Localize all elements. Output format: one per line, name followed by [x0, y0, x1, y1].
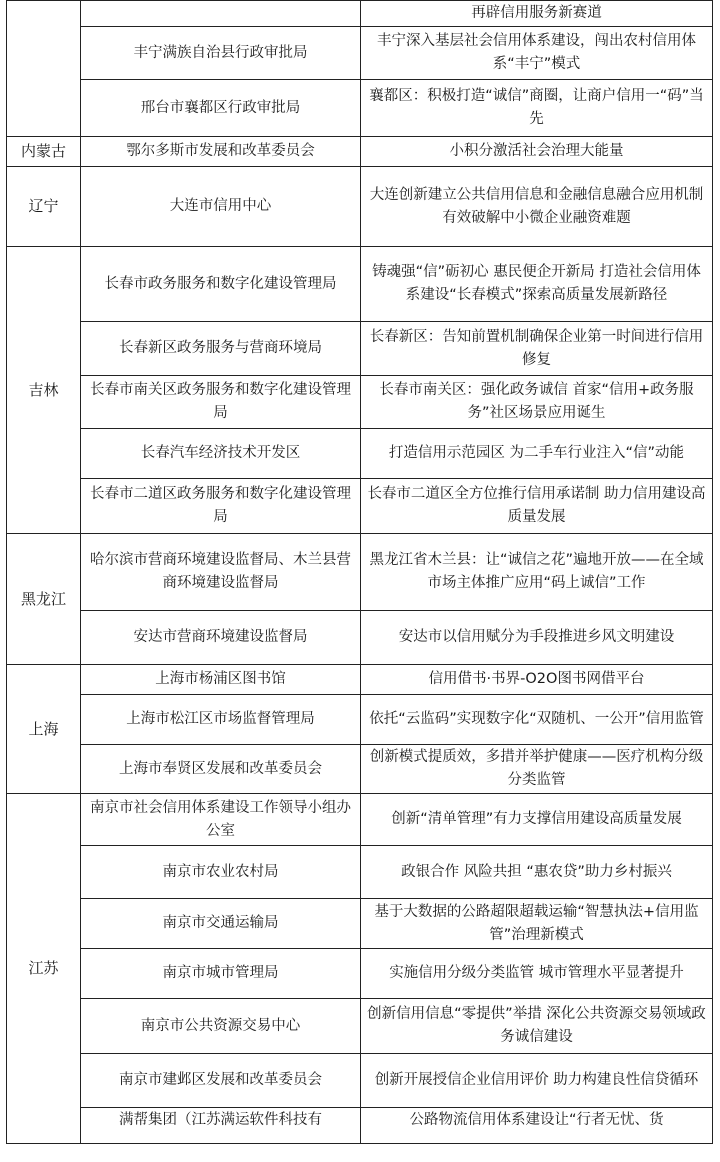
table-row — [7, 794, 713, 846]
province-cell: 吉林 — [7, 247, 81, 534]
province-cell: 黑龙江 — [7, 534, 81, 665]
table-row — [7, 999, 713, 1054]
case-list-table — [6, 0, 713, 1144]
case-title-cell: 依托“云监码”实现数字化“双随机、一公开”信用监管 — [361, 695, 713, 745]
table-row — [7, 376, 713, 429]
table-row — [7, 137, 713, 167]
unit-cell: 上海市松江区市场监督管理局 — [81, 695, 361, 745]
table-row — [7, 846, 713, 899]
case-title-cell: 再辟信用服务新赛道 — [361, 1, 713, 27]
table-body — [7, 1, 713, 1144]
case-title-cell: 政银合作 风险共担 “惠农贷”助力乡村振兴 — [361, 846, 713, 899]
case-title-cell: 创新开展授信企业信用评价 助力构建良性信贷循环 — [361, 1054, 713, 1108]
unit-cell: 南京市城市管理局 — [81, 949, 361, 999]
case-title-cell: 襄都区：积极打造“诚信”商圈，让商户信用一“码”当先 — [361, 80, 713, 137]
unit-cell: 大连市信用中心 — [81, 167, 361, 247]
table-row — [7, 899, 713, 949]
table-row — [7, 429, 713, 479]
unit-cell: 安达市营商环境建设监督局 — [81, 611, 361, 665]
unit-cell: 长春市南关区政务服务和数字化建设管理局 — [81, 376, 361, 429]
province-cell — [7, 1, 81, 137]
unit-cell: 鄂尔多斯市发展和改革委员会 — [81, 137, 361, 167]
unit-cell: 南京市社会信用体系建设工作领导小组办公室 — [81, 794, 361, 846]
table-row — [7, 1108, 713, 1144]
case-title-cell: 信用借书·书界-O2O图书网借平台 — [361, 665, 713, 695]
table-row — [7, 611, 713, 665]
case-title-cell: 长春新区：告知前置机制确保企业第一时间进行信用修复 — [361, 322, 713, 376]
unit-cell: 长春市政务服务和数字化建设管理局 — [81, 247, 361, 322]
unit-cell: 南京市交通运输局 — [81, 899, 361, 949]
table-row — [7, 247, 713, 322]
case-title-cell: 丰宁深入基层社会信用体系建设，闯出农村信用体系“丰宁”模式 — [361, 27, 713, 80]
unit-cell: 长春市二道区政务服务和数字化建设管理局 — [81, 479, 361, 534]
table-row — [7, 1, 713, 27]
unit-cell: 哈尔滨市营商环境建设监督局、木兰县营商环境建设监督局 — [81, 534, 361, 611]
case-title-cell: 创新“清单管理”有力支撑信用建设高质量发展 — [361, 794, 713, 846]
table-row — [7, 479, 713, 534]
unit-cell: 上海市杨浦区图书馆 — [81, 665, 361, 695]
case-title-cell: 大连创新建立公共信用信息和金融信息融合应用机制 有效破解中小微企业融资难题 — [361, 167, 713, 247]
table-row — [7, 695, 713, 745]
table-row — [7, 80, 713, 137]
unit-cell: 丰宁满族自治县行政审批局 — [81, 27, 361, 80]
case-title-cell: 创新模式提质效，多措并举护健康——医疗机构分级分类监管 — [361, 745, 713, 794]
case-title-cell: 创新信用信息“零提供”举措 深化公共资源交易领域政务诚信建设 — [361, 999, 713, 1054]
unit-cell: 南京市建邺区发展和改革委员会 — [81, 1054, 361, 1108]
table-row — [7, 534, 713, 611]
table-row — [7, 949, 713, 999]
unit-cell — [81, 1, 361, 27]
unit-cell: 长春新区政务服务与营商环境局 — [81, 322, 361, 376]
unit-cell: 南京市公共资源交易中心 — [81, 999, 361, 1054]
case-title-cell: 铸魂强“信”砺初心 惠民便企开新局 打造社会信用体系建设“长春模式”探索高质量发展新路径 — [361, 247, 713, 322]
unit-cell: 满帮集团（江苏满运软件科技有 — [81, 1108, 361, 1144]
table-row — [7, 1054, 713, 1108]
case-title-cell: 长春市二道区全方位推行信用承诺制 助力信用建设高质量发展 — [361, 479, 713, 534]
case-title-cell: 打造信用示范园区 为二手车行业注入“信”动能 — [361, 429, 713, 479]
unit-cell: 邢台市襄都区行政审批局 — [81, 80, 361, 137]
case-title-cell: 公路物流信用体系建设让“行者无忧、货 — [361, 1108, 713, 1144]
unit-cell: 上海市奉贤区发展和改革委员会 — [81, 745, 361, 794]
province-cell: 上海 — [7, 665, 81, 794]
case-title-cell: 安达市以信用赋分为手段推进乡风文明建设 — [361, 611, 713, 665]
province-cell: 内蒙古 — [7, 137, 81, 167]
case-title-cell: 实施信用分级分类监管 城市管理水平显著提升 — [361, 949, 713, 999]
table-row — [7, 167, 713, 247]
province-cell: 辽宁 — [7, 167, 81, 247]
case-title-cell: 黑龙江省木兰县：让“诚信之花”遍地开放——在全域市场主体推广应用“码上诚信”工作 — [361, 534, 713, 611]
case-title-cell: 基于大数据的公路超限超载运输“智慧执法+信用监管”治理新模式 — [361, 899, 713, 949]
table-row — [7, 27, 713, 80]
table-row — [7, 322, 713, 376]
table-row — [7, 745, 713, 794]
province-cell: 江苏 — [7, 794, 81, 1144]
unit-cell: 长春汽车经济技术开发区 — [81, 429, 361, 479]
case-title-cell: 小积分激活社会治理大能量 — [361, 137, 713, 167]
table-row — [7, 665, 713, 695]
case-title-cell: 长春市南关区：强化政务诚信 首家“信用+政务服务”社区场景应用诞生 — [361, 376, 713, 429]
unit-cell: 南京市农业农村局 — [81, 846, 361, 899]
